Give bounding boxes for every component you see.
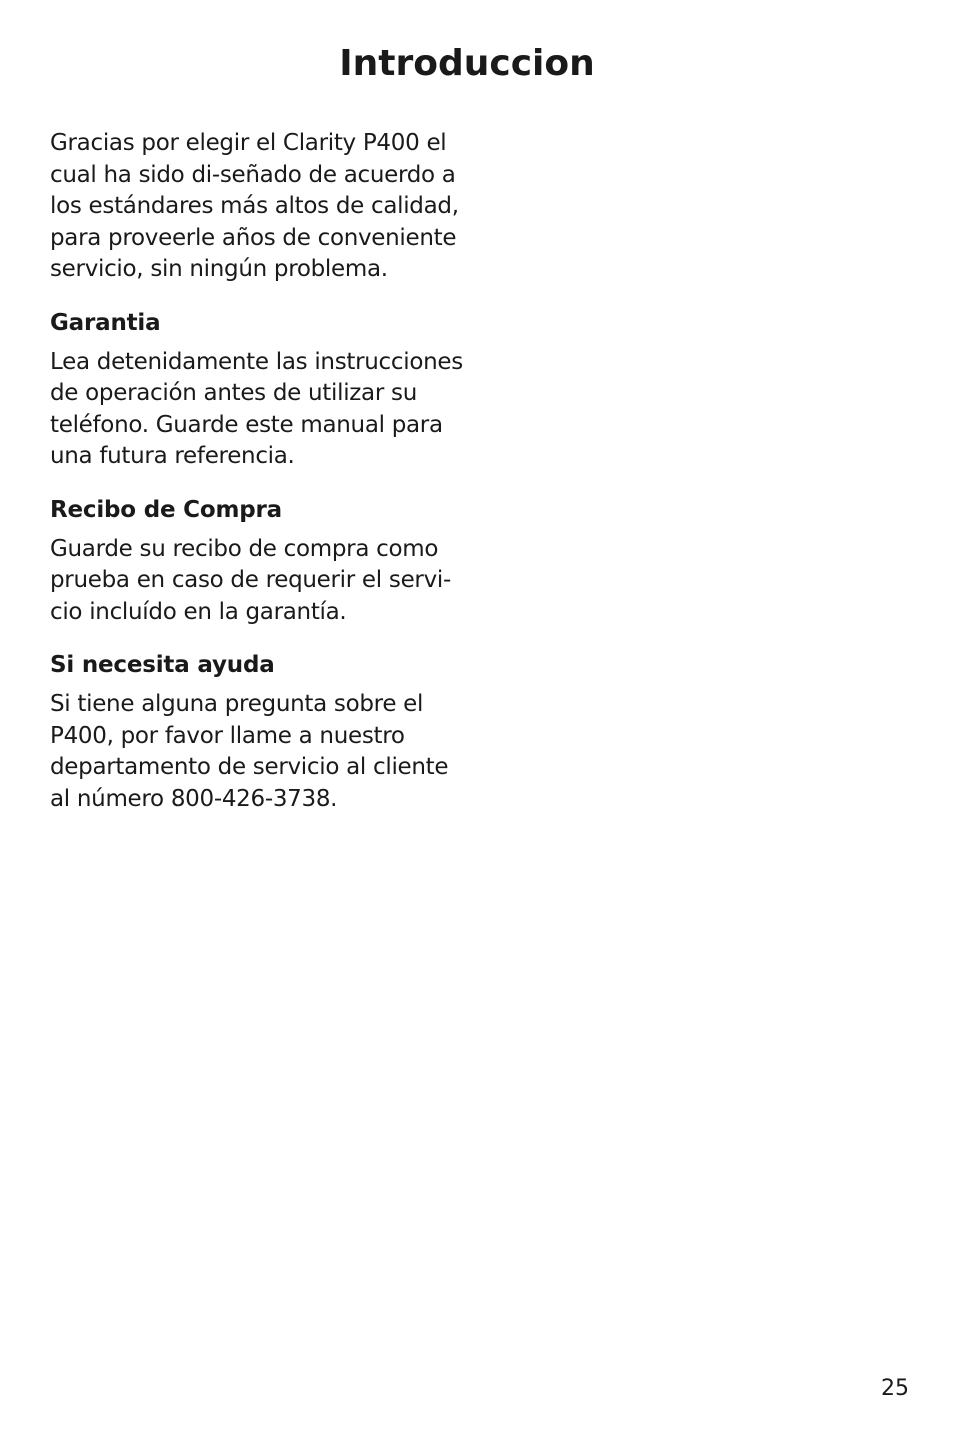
section-body-garantia [50,347,463,473]
intro-line: cual ha sido di-señado de acuerdo a [50,161,456,188]
body-line: prueba en caso de requerir el servi- [50,567,451,593]
page-title: Introduccion [339,43,595,84]
section-body-ayuda [50,689,449,815]
body-line: P400, por favor llame a nuestro [50,722,405,749]
section-body-recibo [50,534,451,629]
intro-line: servicio, sin ningún problema. [50,256,388,282]
section-heading-garantia: Garantia [50,309,161,336]
section-recibo-de-compra [50,495,451,629]
content-column [50,128,463,837]
body-line: departamento de servicio al cliente [50,754,449,780]
body-line: al número 800-426-3738. [50,785,338,812]
body-line: teléfono. Guarde este manual para [50,411,443,438]
body-line: Guarde su recibo de compra como [50,535,439,562]
body-line: una futura referencia. [50,443,295,469]
body-line: Lea detenidamente las instrucciones [50,348,463,375]
intro-line: los estándares más altos de calidad, [50,193,459,219]
body-line: Si tiene alguna pregunta sobre el [50,691,424,717]
section-garantia [50,308,463,473]
intro-paragraph [50,128,459,286]
intro-line: Gracias por elegir el Clarity P400 el [50,130,447,156]
body-line: cio incluído en la garantía. [50,598,347,625]
body-line: de operación antes de utilizar su [50,380,417,406]
section-heading-recibo: Recibo de Compra [50,496,282,523]
page-number: 25 [881,1376,909,1401]
intro-line: para proveerle años de conveniente [50,224,457,251]
section-heading-ayuda: Si necesita ayuda [50,652,275,678]
section-si-necesita-ayuda [50,650,449,815]
